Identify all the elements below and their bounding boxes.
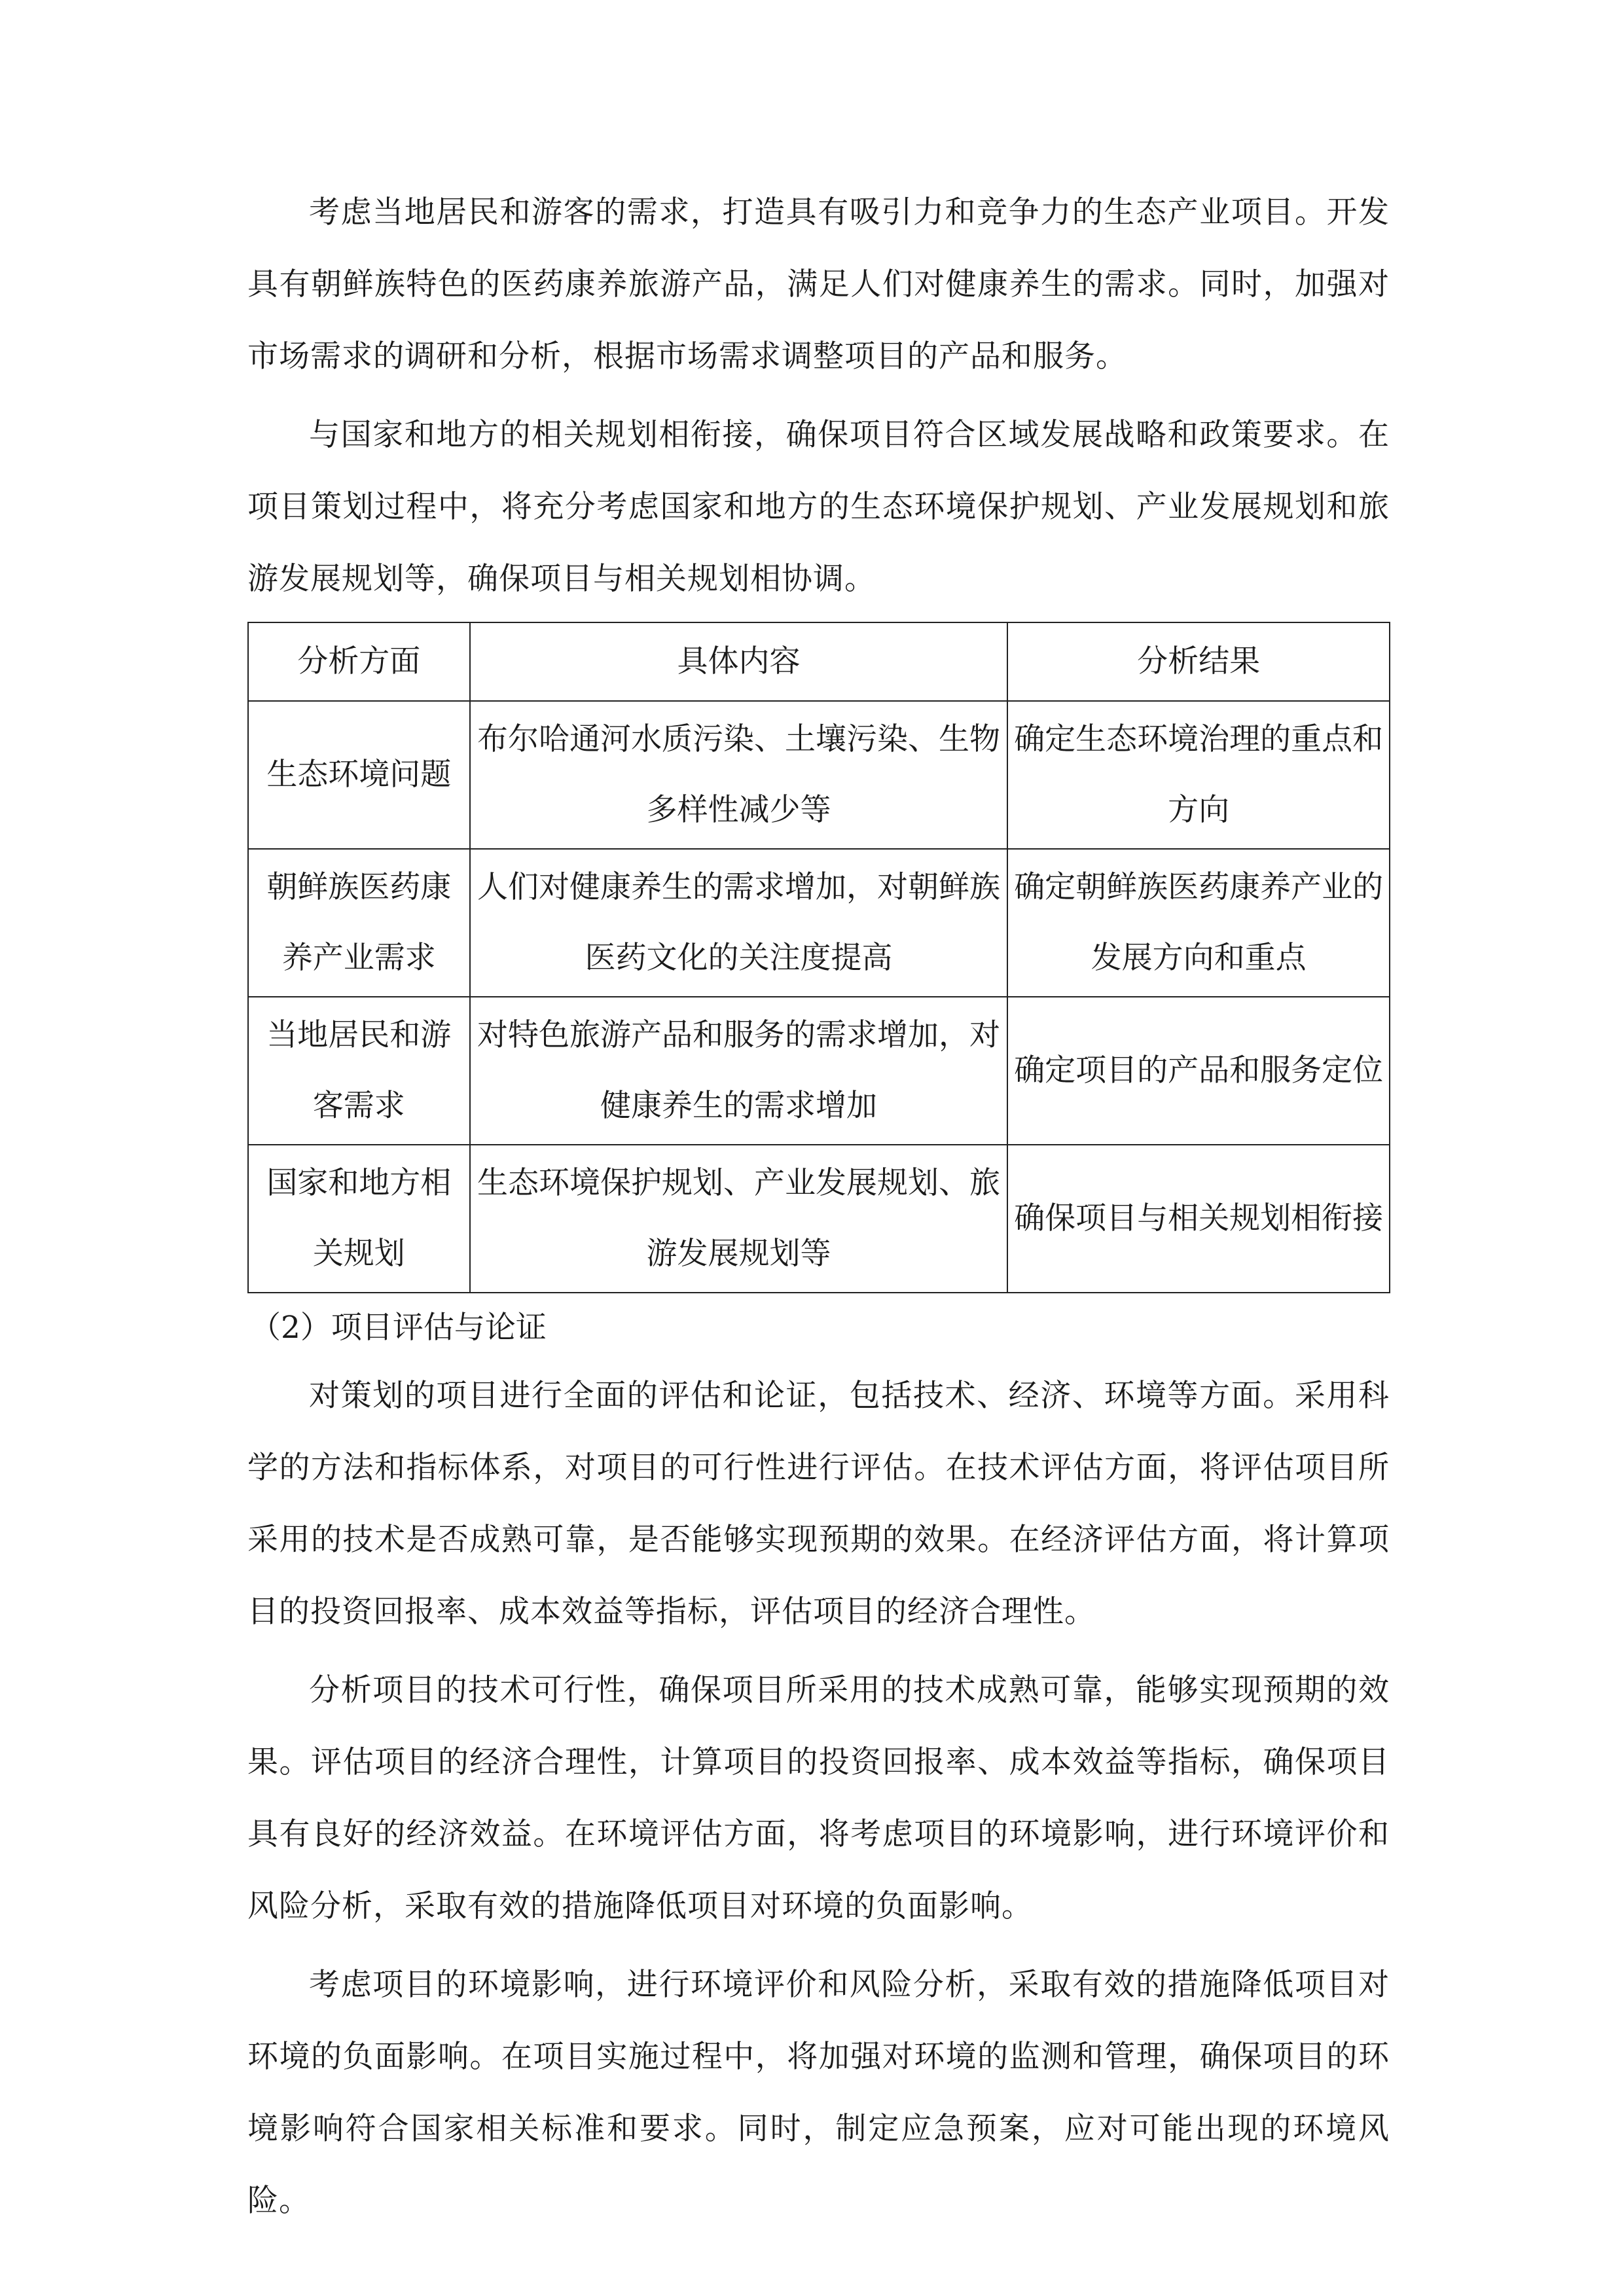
table-header-cell: 分析方面 bbox=[248, 622, 470, 701]
table-row bbox=[248, 997, 1390, 1145]
table-header-row bbox=[248, 622, 1390, 701]
table-cell: 生态环境问题 bbox=[248, 701, 470, 849]
table-row bbox=[248, 701, 1390, 849]
table-cell: 确定朝鲜族医药康养产业的发展方向和重点 bbox=[1007, 849, 1390, 997]
table-header-cell: 具体内容 bbox=[470, 622, 1008, 701]
table-cell: 布尔哈通河水质污染、土壤污染、生物多样性减少等 bbox=[470, 701, 1008, 849]
table-row bbox=[248, 1145, 1390, 1293]
table-header-cell: 分析结果 bbox=[1007, 622, 1390, 701]
analysis-table bbox=[247, 622, 1390, 1293]
table-cell: 朝鲜族医药康养产业需求 bbox=[248, 849, 470, 997]
section-heading: （2）项目评估与论证 bbox=[250, 1310, 547, 1346]
document-page bbox=[247, 177, 1390, 2244]
table-cell: 人们对健康养生的需求增加，对朝鲜族医药文化的关注度提高 bbox=[470, 849, 1008, 997]
paragraph-feasibility: 分析项目的技术可行性，确保项目所采用的技术成熟可靠，能够实现预期的效果。评估项目的经济合理性，计算项目的投资回报率、成本效益等指标，确保项目具有良好的经济效益。在环境评估方面，将考虑项目的环境影响，进行环境评价和风险分析，采取有效的措施降低项目对环境的负面影响。 bbox=[247, 1672, 1390, 1924]
table-row bbox=[248, 849, 1390, 997]
table-cell: 国家和地方相关规划 bbox=[248, 1145, 470, 1293]
paragraph-demand: 考虑当地居民和游客的需求，打造具有吸引力和竞争力的生态产业项目。开发具有朝鲜族特色的医药康养旅游产品，满足人们对健康养生的需求。同时，加强对市场需求的调研和分析，根据市场需求调整项目的产品和服务。 bbox=[247, 194, 1390, 374]
table-cell: 对特色旅游产品和服务的需求增加，对健康养生的需求增加 bbox=[470, 997, 1008, 1145]
table-cell: 确保项目与相关规划相衔接 bbox=[1007, 1145, 1390, 1293]
table-cell: 确定生态环境治理的重点和方向 bbox=[1007, 701, 1390, 849]
table-cell: 当地居民和游客需求 bbox=[248, 997, 470, 1145]
table-cell: 生态环境保护规划、产业发展规划、旅游发展规划等 bbox=[470, 1145, 1008, 1293]
table-cell: 确定项目的产品和服务定位 bbox=[1007, 997, 1390, 1145]
paragraph-evaluation: 对策划的项目进行全面的评估和论证，包括技术、经济、环境等方面。采用科学的方法和指标体系，对项目的可行性进行评估。在技术评估方面，将评估项目所采用的技术是否成熟可靠，是否能够实现预期的效果。在经济评估方面，将计算项目的投资回报率、成本效益等指标，评估项目的经济合理性。 bbox=[247, 1378, 1390, 1630]
paragraph-environment: 考虑项目的环境影响，进行环境评价和风险分析，采取有效的措施降低项目对环境的负面影响。在项目实施过程中，将加强对环境的监测和管理，确保项目的环境影响符合国家相关标准和要求。同时，制定应急预案，应对可能出现的环境风险。 bbox=[247, 1967, 1390, 2219]
paragraph-planning: 与国家和地方的相关规划相衔接，确保项目符合区域发展战略和政策要求。在项目策划过程中，将充分考虑国家和地方的生态环境保护规划、产业发展规划和旅游发展规划等，确保项目与相关规划相协调。 bbox=[247, 417, 1390, 597]
